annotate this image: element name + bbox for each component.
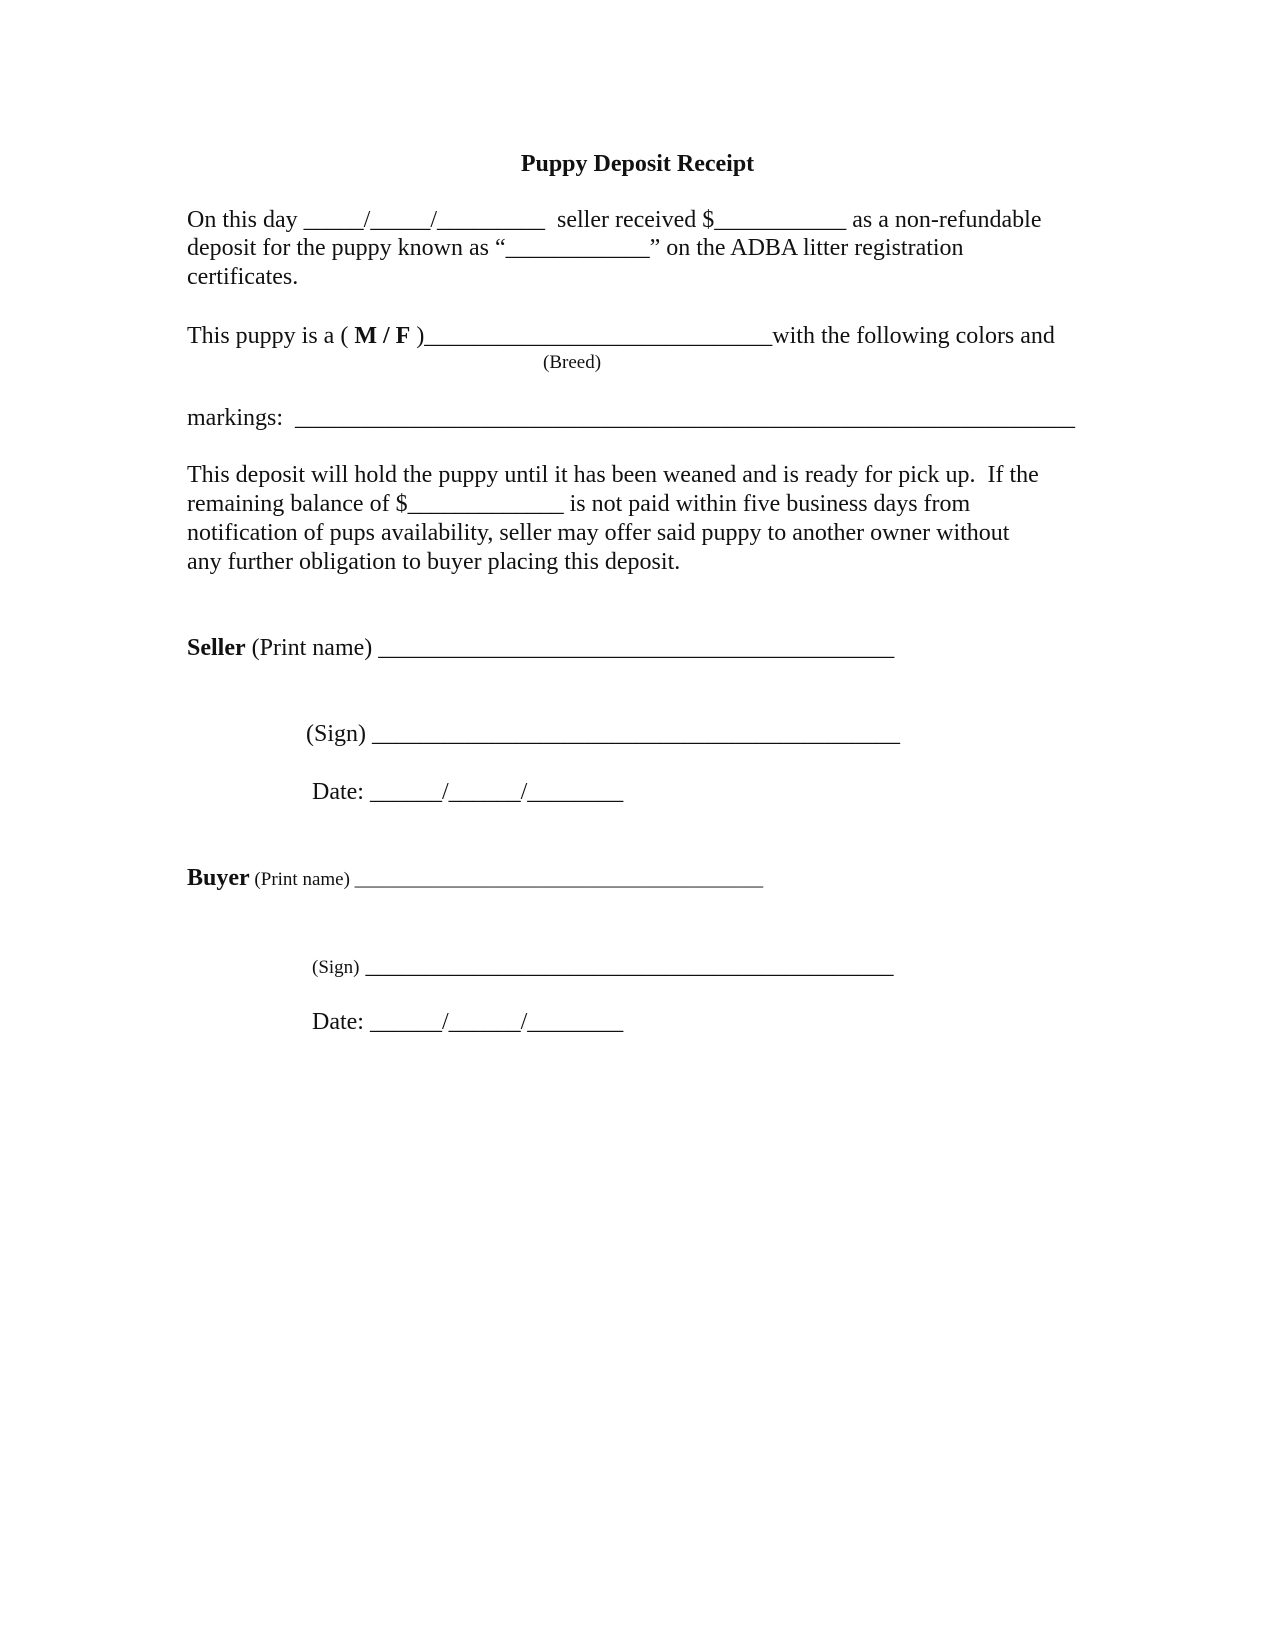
buyer-sign-label: (Sign) — [312, 957, 360, 978]
seller-date-line: Date: ______/______/________ — [312, 779, 624, 805]
deposit-terms-line-3: notification of pups availability, seller may offer said puppy to another owner without — [187, 520, 1010, 546]
breed-colors-text: )_____________________________with the following colors and — [410, 323, 1055, 349]
buyer-sign-line — [312, 952, 894, 982]
certificates-line: certificates. — [187, 264, 299, 290]
buyer-date-line: Date: ______/______/________ — [312, 1009, 624, 1035]
document-title: Puppy Deposit Receipt — [520, 151, 755, 177]
sex-options: M / F — [354, 323, 411, 349]
deposit-terms-line-1: This deposit will hold the puppy until it has been weaned and is ready for pick up. If the — [187, 462, 1039, 488]
seller-label: Seller — [187, 635, 246, 661]
seller-print-name-line — [187, 634, 894, 662]
puppy-name-line: deposit for the puppy known as “____________” on the ADBA litter registration — [187, 235, 964, 261]
deposit-date-amount-line: On this day _____/_____/_________ seller received $___________ as a non-refundable — [187, 207, 1042, 233]
deposit-terms-line-2: remaining balance of $_____________ is not paid within five business days from — [187, 491, 971, 517]
markings-line: markings: _________________________________________________________________ — [187, 405, 1075, 431]
breed-caption: (Breed) — [543, 352, 602, 373]
puppy-prefix-text: This puppy is a ( — [187, 323, 355, 349]
buyer-print-name-field: (Print name) ___________________________________________ — [249, 869, 764, 890]
seller-print-name-field: (Print name) ___________________________________________ — [245, 635, 895, 661]
puppy-sex-breed-line — [187, 322, 1055, 350]
deposit-terms-line-4: any further obligation to buyer placing this deposit. — [187, 549, 681, 575]
buyer-sign-field: ____________________________________________ — [359, 953, 894, 979]
buyer-label: Buyer — [187, 865, 250, 891]
seller-sign-line: (Sign) ____________________________________________ — [306, 721, 900, 747]
buyer-print-name-line — [187, 864, 763, 894]
